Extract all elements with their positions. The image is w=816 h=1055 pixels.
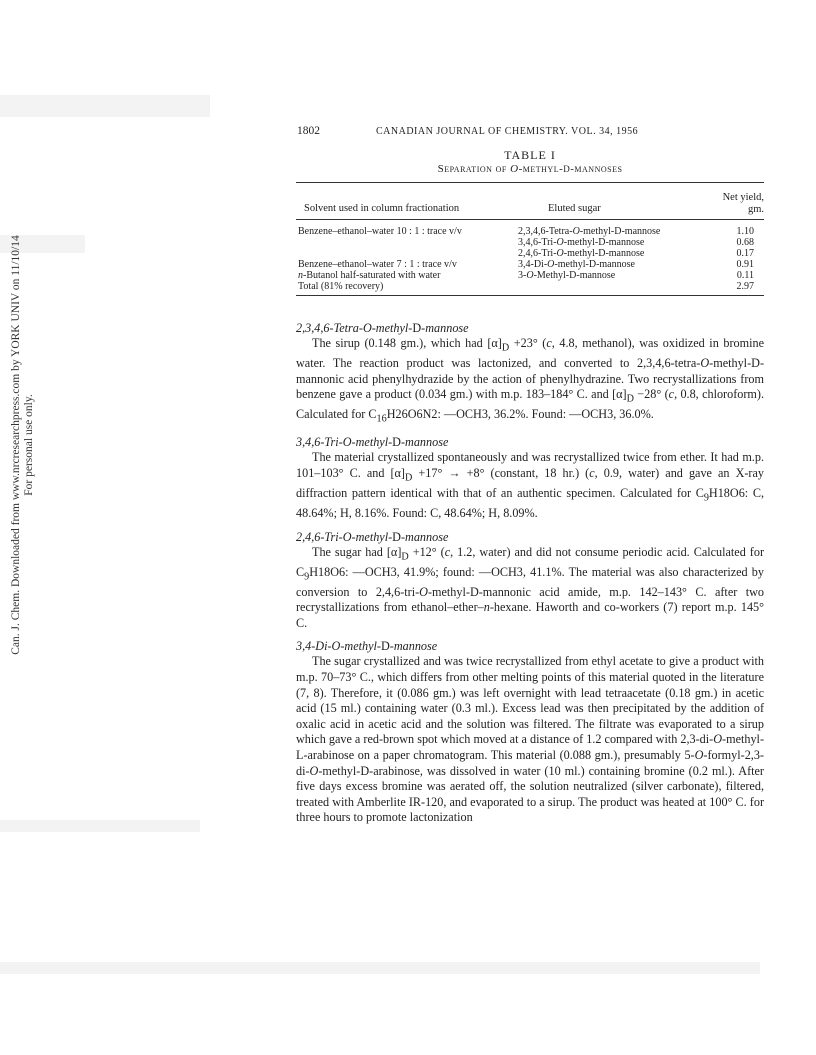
section-heading: 3,4,6-Tri-O-methyl-D-mannose bbox=[296, 435, 449, 450]
table-caption: Separation of O-methyl-D-mannoses bbox=[437, 163, 623, 175]
scan-artifact bbox=[0, 95, 210, 117]
column-header-yield-line1: Net yield, bbox=[722, 192, 764, 203]
download-notice bbox=[3, 235, 43, 655]
table-cell-solvent: Benzene–ethanol–water 7 : 1 : trace v/v bbox=[298, 259, 457, 270]
table-cell-yield: 1.10 bbox=[736, 226, 754, 237]
table-top-rule bbox=[296, 182, 764, 183]
column-header-sugar: Eluted sugar bbox=[548, 203, 601, 214]
running-header bbox=[296, 125, 764, 141]
column-header-solvent: Solvent used in column fractionation bbox=[304, 203, 460, 214]
table-cell-solvent: Total (81% recovery) bbox=[298, 281, 384, 292]
table-cell-yield: 0.91 bbox=[736, 259, 754, 270]
table-cell-sugar: 3,4,6-Tri-O-methyl-D-mannose bbox=[518, 237, 645, 248]
table-cell-sugar: 3-O-Methyl-D-mannose bbox=[518, 270, 616, 281]
section-paragraph: The sugar had $[\alpha]_D +12^\circ$ (c, 1.2, water) and did not consume periodic acid. Calculated for $C_9H18O6$: —OCH3, 41.9%; found: —OCH3, 41.1%. The material was also characterized by conversion to 2,4,6-tri-O-methyl-D-mannonic acid amide, m.p. 142–143° C. after two recrystallizations from ethanol–ether–n-hexane. Haworth and co-workers (7) report m.p. 145° C. bbox=[296, 544, 765, 630]
table-header-rule bbox=[296, 219, 764, 220]
column-header-yield-line2: gm. bbox=[747, 204, 764, 215]
section-paragraph: The sugar crystallized and was twice recrystallized from ethyl acetate to give a product with m.p. 70–73° C., which differs from other melting points of this material quoted in the literature (7, 8). Therefore, it (0.086 gm.) was left overnight with lead tetraacetate (0.18 gm.) in acetic acid (15 ml.) containing water (0.3 ml.). Excess lead was then precipitated by the addition of oxalic acid in acetic acid and the solution was filtered. The filtrate was evaporated to a sirup which gave a red-brown spot which moved at a distance of 1.2 compared with 2,3-di-O-methyl-L-arabinose on a paper chromatogram. This material (0.088 gm.), presumably 5-O-formyl-2,3-di-O-methyl-D-arabinose, was dissolved in water (10 ml.) containing bromine (0.2 ml.). After five days excess bromine was aerated off, the solution neutralized (silver carbonate), filtered, treated with Amberlite IR-120, and evaporated to a sirup. The product was heated at 100° C. for three hours to promote lactonization bbox=[296, 654, 764, 825]
table-cell-sugar: 2,4,6-Tri-O-methyl-D-mannose bbox=[518, 248, 645, 259]
experimental-text bbox=[296, 320, 764, 833]
table-cell-yield: 2.97 bbox=[736, 281, 754, 292]
table-label: TABLE I bbox=[504, 148, 556, 162]
scan-artifact bbox=[0, 820, 200, 832]
download-notice-text bbox=[10, 235, 36, 654]
section-heading: 2,3,4,6-Tetra-O-methyl-D-mannose bbox=[296, 321, 469, 335]
column-header-yield bbox=[702, 192, 764, 216]
table-cell-yield: 0.17 bbox=[736, 248, 754, 259]
table-bottom-rule bbox=[296, 295, 764, 296]
download-notice-line2: For personal use only. bbox=[23, 394, 35, 496]
table-cell-yield: 0.11 bbox=[736, 270, 754, 281]
section-paragraph: The material crystallized spontaneously and was recrystallized twice from ether. It had m.p. 101–103° C. and $[\alpha]_D +17^\circ \to +8^\circ$ (constant, 18 hr.) (c, 0.9, water) and gave an X-ray diffraction pattern identical with that of an authentic specimen. Calculated for $C_9H18O6$: C, 48.64%; H, 8.16%. Found: C, 48.64%; H, 8.09%. bbox=[296, 450, 764, 520]
table-cell-solvent: n-Butanol half-saturated with water bbox=[298, 270, 441, 281]
table-cell-solvent: Benzene–ethanol–water 10 : 1 : trace v/v bbox=[298, 226, 462, 237]
section-heading: 2,4,6-Tri-O-methyl-D-mannose bbox=[296, 529, 449, 544]
table-cell-sugar: 2,3,4,6-Tetra-O-methyl-D-mannose bbox=[518, 226, 661, 237]
table-cell-yield: 0.68 bbox=[736, 237, 754, 248]
download-notice-line1: Can. J. Chem. Downloaded from www.nrcresearchpress.com by YORK UNIV on 11/10/14 bbox=[10, 235, 22, 655]
scan-artifact bbox=[0, 962, 760, 974]
journal-title: CANADIAN JOURNAL OF CHEMISTRY. VOL. 34, 1956 bbox=[376, 126, 639, 137]
section-heading: 3,4-Di-O-methyl-D-mannose bbox=[296, 639, 438, 654]
section-paragraph: The sirup (0.148 gm.), which had $[\alpha]_D +23^\circ$ (c, 4.8, methanol), was oxidized in bromine water. The reaction product was lactonized, and converted to 2,3,4,6-tetra-O-methyl-D-mannonic acid phenylhydrazide by the action of phenylhydrazine. Two recrystallizations from benzene gave a product (0.034 gm.) with m.p. 183–184° C. and $[\alpha]_D -28^\circ$ (c, 0.8, chloroform). Calculated for $C_{16}H26O6N2$: —OCH3, 36.2%. Found: —OCH3, 36.0%. bbox=[296, 336, 765, 425]
table-cell-sugar: 3,4-Di-O-methyl-D-mannose bbox=[518, 259, 635, 270]
page-number: 1802 bbox=[297, 125, 320, 137]
